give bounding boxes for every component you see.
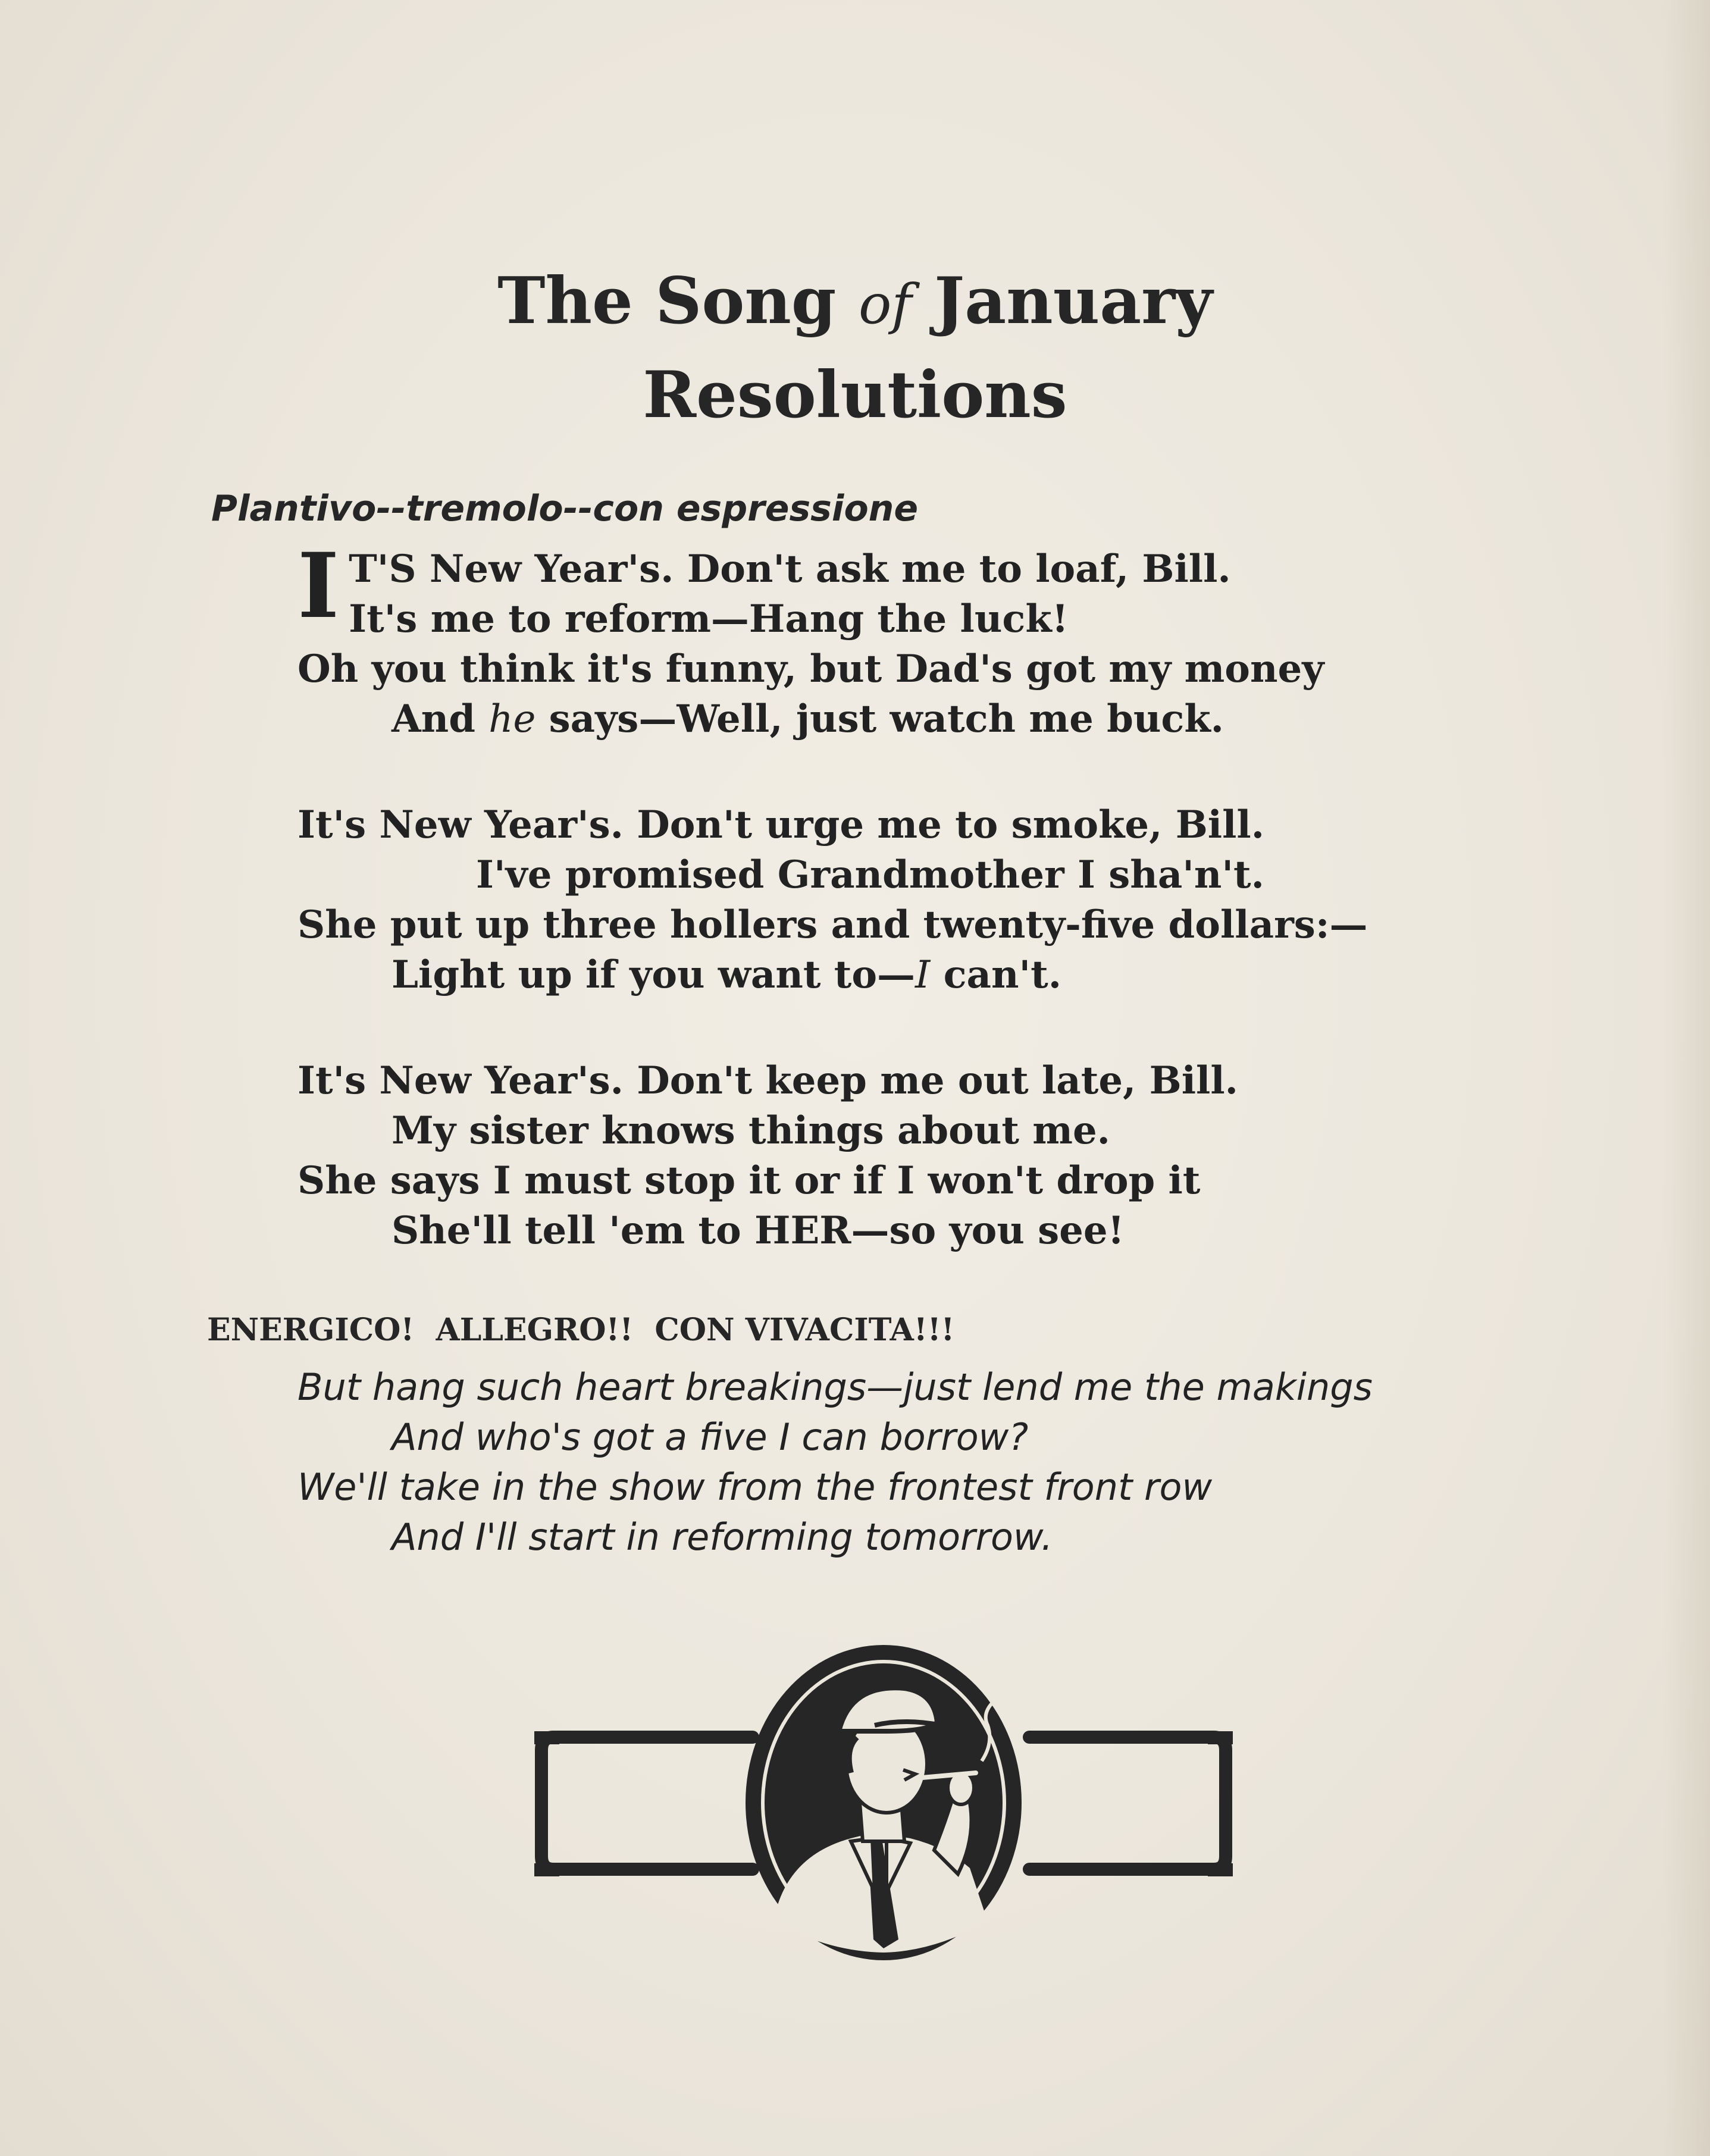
stanza-3-line-1: It's New Year's. Don't keep me out late, Bill. — [297, 1058, 1238, 1103]
title-line-1 — [497, 264, 1213, 339]
emphasis-he: he — [488, 697, 536, 741]
stanza-1-line-1: T'S New Year's. Don't ask me to loaf, Bill. — [349, 547, 1231, 591]
stanza-1-line-2: It's me to reform—Hang the luck! — [349, 597, 1069, 641]
stanza-4 — [297, 1362, 1373, 1562]
stanza-2-line-3: She put up three hollers and twenty-five dollars:— — [297, 902, 1368, 947]
stanza-4-line-4: And I'll start in reforming tomorrow. — [392, 1515, 1053, 1559]
stanza-1-line-4: And he says—Well, just watch me buck. — [392, 697, 1224, 741]
stanza-1-line-3: Oh you think it's funny, but Dad's got my money — [297, 647, 1324, 691]
stanza-1 — [297, 534, 1324, 744]
stanza-2 — [297, 800, 1367, 1000]
title-word-of: of — [859, 272, 912, 336]
title-word-january: January — [934, 264, 1213, 339]
stanza-3-line-4: She'll tell 'em to HER—so you see! — [392, 1208, 1125, 1253]
emphasis-i: I — [915, 953, 931, 997]
stanza-4-line-2: And who's got a five I can borrow? — [392, 1415, 1029, 1459]
stanza-4-line-1: But hang such heart breakings—just lend me the makings — [297, 1365, 1373, 1409]
stanza-2-line-2: I've promised Grandmother I sha'n't. — [476, 853, 1264, 897]
title-word-song: The Song — [497, 264, 837, 339]
stanza-3-line-3: She says I must stop it or if I won't drop it — [297, 1158, 1201, 1203]
musical-direction-top: Plantivo--tremolo--con espressione — [211, 488, 919, 529]
page-title — [0, 256, 1710, 440]
title-line-2: Resolutions — [643, 358, 1067, 433]
drop-cap: I — [297, 534, 340, 638]
stanza-3 — [297, 1056, 1238, 1256]
stanza-2-line-4: Light up if you want to—I can't. — [392, 952, 1061, 997]
stanza-3-line-2: My sister knows things about me. — [392, 1108, 1110, 1153]
smoking-man-vignette-icon — [518, 1642, 1249, 1975]
musical-direction-bottom: ENERGICO! ALLEGRO!! CON VIVACITA!!! — [207, 1312, 955, 1348]
stanza-2-line-1: It's New Year's. Don't urge me to smoke, Bill. — [297, 803, 1264, 847]
stanza-4-line-3: We'll take in the show from the frontest front row — [297, 1465, 1213, 1509]
